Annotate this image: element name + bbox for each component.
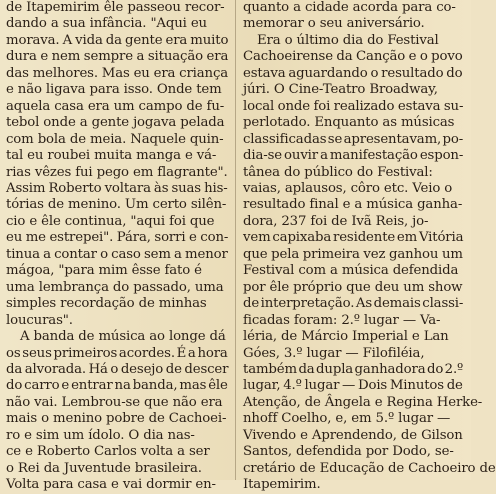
text-line: Volta para casa e vai dormir en- bbox=[6, 477, 216, 493]
text-line: Cachoeirense da Canção e o povo bbox=[243, 49, 463, 65]
text-line: Santos, defendida por Dodo, se- bbox=[243, 444, 454, 460]
text-line: perlotado. Enquanto as músicas bbox=[243, 115, 455, 131]
text-line: A banda de música ao longe dá bbox=[20, 329, 226, 345]
text-line: nhoff Coelho, e, em 5.º lugar — bbox=[243, 411, 451, 427]
text-line: mais o menino pobre de Cachoei- bbox=[6, 411, 227, 427]
text-line: da alvorada. Há o desejo de descer bbox=[6, 361, 229, 377]
text-line: morava. A vida da gente era muito bbox=[6, 32, 229, 48]
text-line: tânea do público do Festival: bbox=[243, 164, 433, 180]
text-line: Itapemirim. bbox=[243, 477, 321, 493]
text-line: Assim Roberto voltara às suas his- bbox=[6, 180, 228, 196]
text-line: dura e nem sempre a situação era bbox=[6, 49, 229, 65]
text-line: local onde foi realizado estava su- bbox=[243, 98, 464, 114]
text-line: tinua a contar o caso sem a menor bbox=[6, 246, 228, 262]
text-line: simples recordação de minhas bbox=[6, 296, 207, 312]
text-line: júri. O Cine-Teatro Broadway, bbox=[243, 82, 438, 98]
text-line: e não ligava para isso. Onde tem bbox=[6, 82, 222, 98]
text-line: resultado final e a música ganha- bbox=[243, 197, 463, 213]
text-line: Góes, 3.º lugar — Filofiléia, bbox=[243, 345, 425, 361]
text-line: quanto a cidade acorda para co- bbox=[243, 0, 456, 15]
text-line: das melhores. Mas eu era criança bbox=[6, 65, 229, 81]
text-line: com bola de meia. Naquele quin- bbox=[6, 131, 224, 147]
text-line: de Itapemirim êle passeou recor- bbox=[6, 0, 225, 15]
text-line: tórias de menino. Um certo silên- bbox=[6, 197, 227, 213]
text-line: cio e êle continua, "aqui foi que bbox=[6, 213, 215, 229]
text-line: loucuras". bbox=[6, 312, 73, 328]
text-line: Atenção, de Ângela e Regina Herke- bbox=[243, 394, 483, 410]
text-line: Era o último dia do Festival bbox=[257, 32, 439, 48]
text-line: léria, de Márcio Imperial e Lan bbox=[243, 329, 449, 345]
text-line: dando a sua infância. "Aqui eu bbox=[6, 16, 207, 32]
text-line: vaias, aplausos, côro etc. Veio o bbox=[243, 180, 453, 196]
text-line: aquela casa era um campo de fu- bbox=[6, 98, 225, 114]
text-line: ficadas foram: 2.º lugar — Va- bbox=[243, 312, 441, 328]
text-line: Festival com a música defendida bbox=[243, 263, 459, 279]
text-line: vem capixaba residente em Vitória bbox=[243, 230, 464, 246]
text-line: os seus primeiros acordes. É a hora bbox=[6, 345, 228, 361]
text-line: rias vêzes fui pego em flagrante". bbox=[6, 164, 228, 180]
text-line: por êle próprio que deu um show bbox=[243, 279, 463, 295]
text-line: o Rei da Juventude brasileira. bbox=[6, 460, 202, 476]
text-line: dora, 237 foi de Ivã Reis, jo- bbox=[243, 213, 429, 229]
column-divider bbox=[235, 0, 236, 480]
text-line: eu me estrepei". Pára, sorri e con- bbox=[6, 230, 229, 246]
text-line: de interpretação. As demais classi- bbox=[243, 296, 464, 312]
text-line: uma lembrança do passado, uma bbox=[6, 279, 224, 295]
text-line: memorar o seu aniversário. bbox=[243, 16, 425, 32]
text-line: classificadas se apresentavam, po- bbox=[243, 131, 464, 147]
text-line: lugar, 4.º lugar — Dois Minutos de bbox=[243, 378, 463, 394]
text-line: não vai. Lembrou-se que não era bbox=[6, 394, 223, 410]
text-line: estava aguardando o resultado do bbox=[243, 65, 463, 81]
left-column bbox=[6, 0, 228, 494]
text-line: que pela primeira vez ganhou um bbox=[243, 246, 463, 262]
text-line: dia-se ouvir a manifestação espon- bbox=[243, 148, 464, 164]
text-line: do carro e entrar na banda, mas êle bbox=[6, 378, 228, 394]
text-line: tebol onde a gente jogava pelada bbox=[6, 115, 225, 131]
text-line: Vivendo e Aprendendo, de Gilson bbox=[243, 427, 463, 443]
text-line: tal eu roubei muita manga e vá- bbox=[6, 148, 217, 164]
text-line: ro e sim um ídolo. O dia nas- bbox=[6, 427, 195, 443]
text-line: mágoa, "para mim êsse fato é bbox=[6, 263, 202, 279]
text-line: também da dupla ganhadora do 2.º bbox=[243, 361, 464, 377]
right-column bbox=[243, 0, 496, 494]
text-line: cretário de Educação de Cachoeiro de bbox=[243, 460, 496, 476]
text-line: ce e Roberto Carlos volta a ser bbox=[6, 444, 210, 460]
